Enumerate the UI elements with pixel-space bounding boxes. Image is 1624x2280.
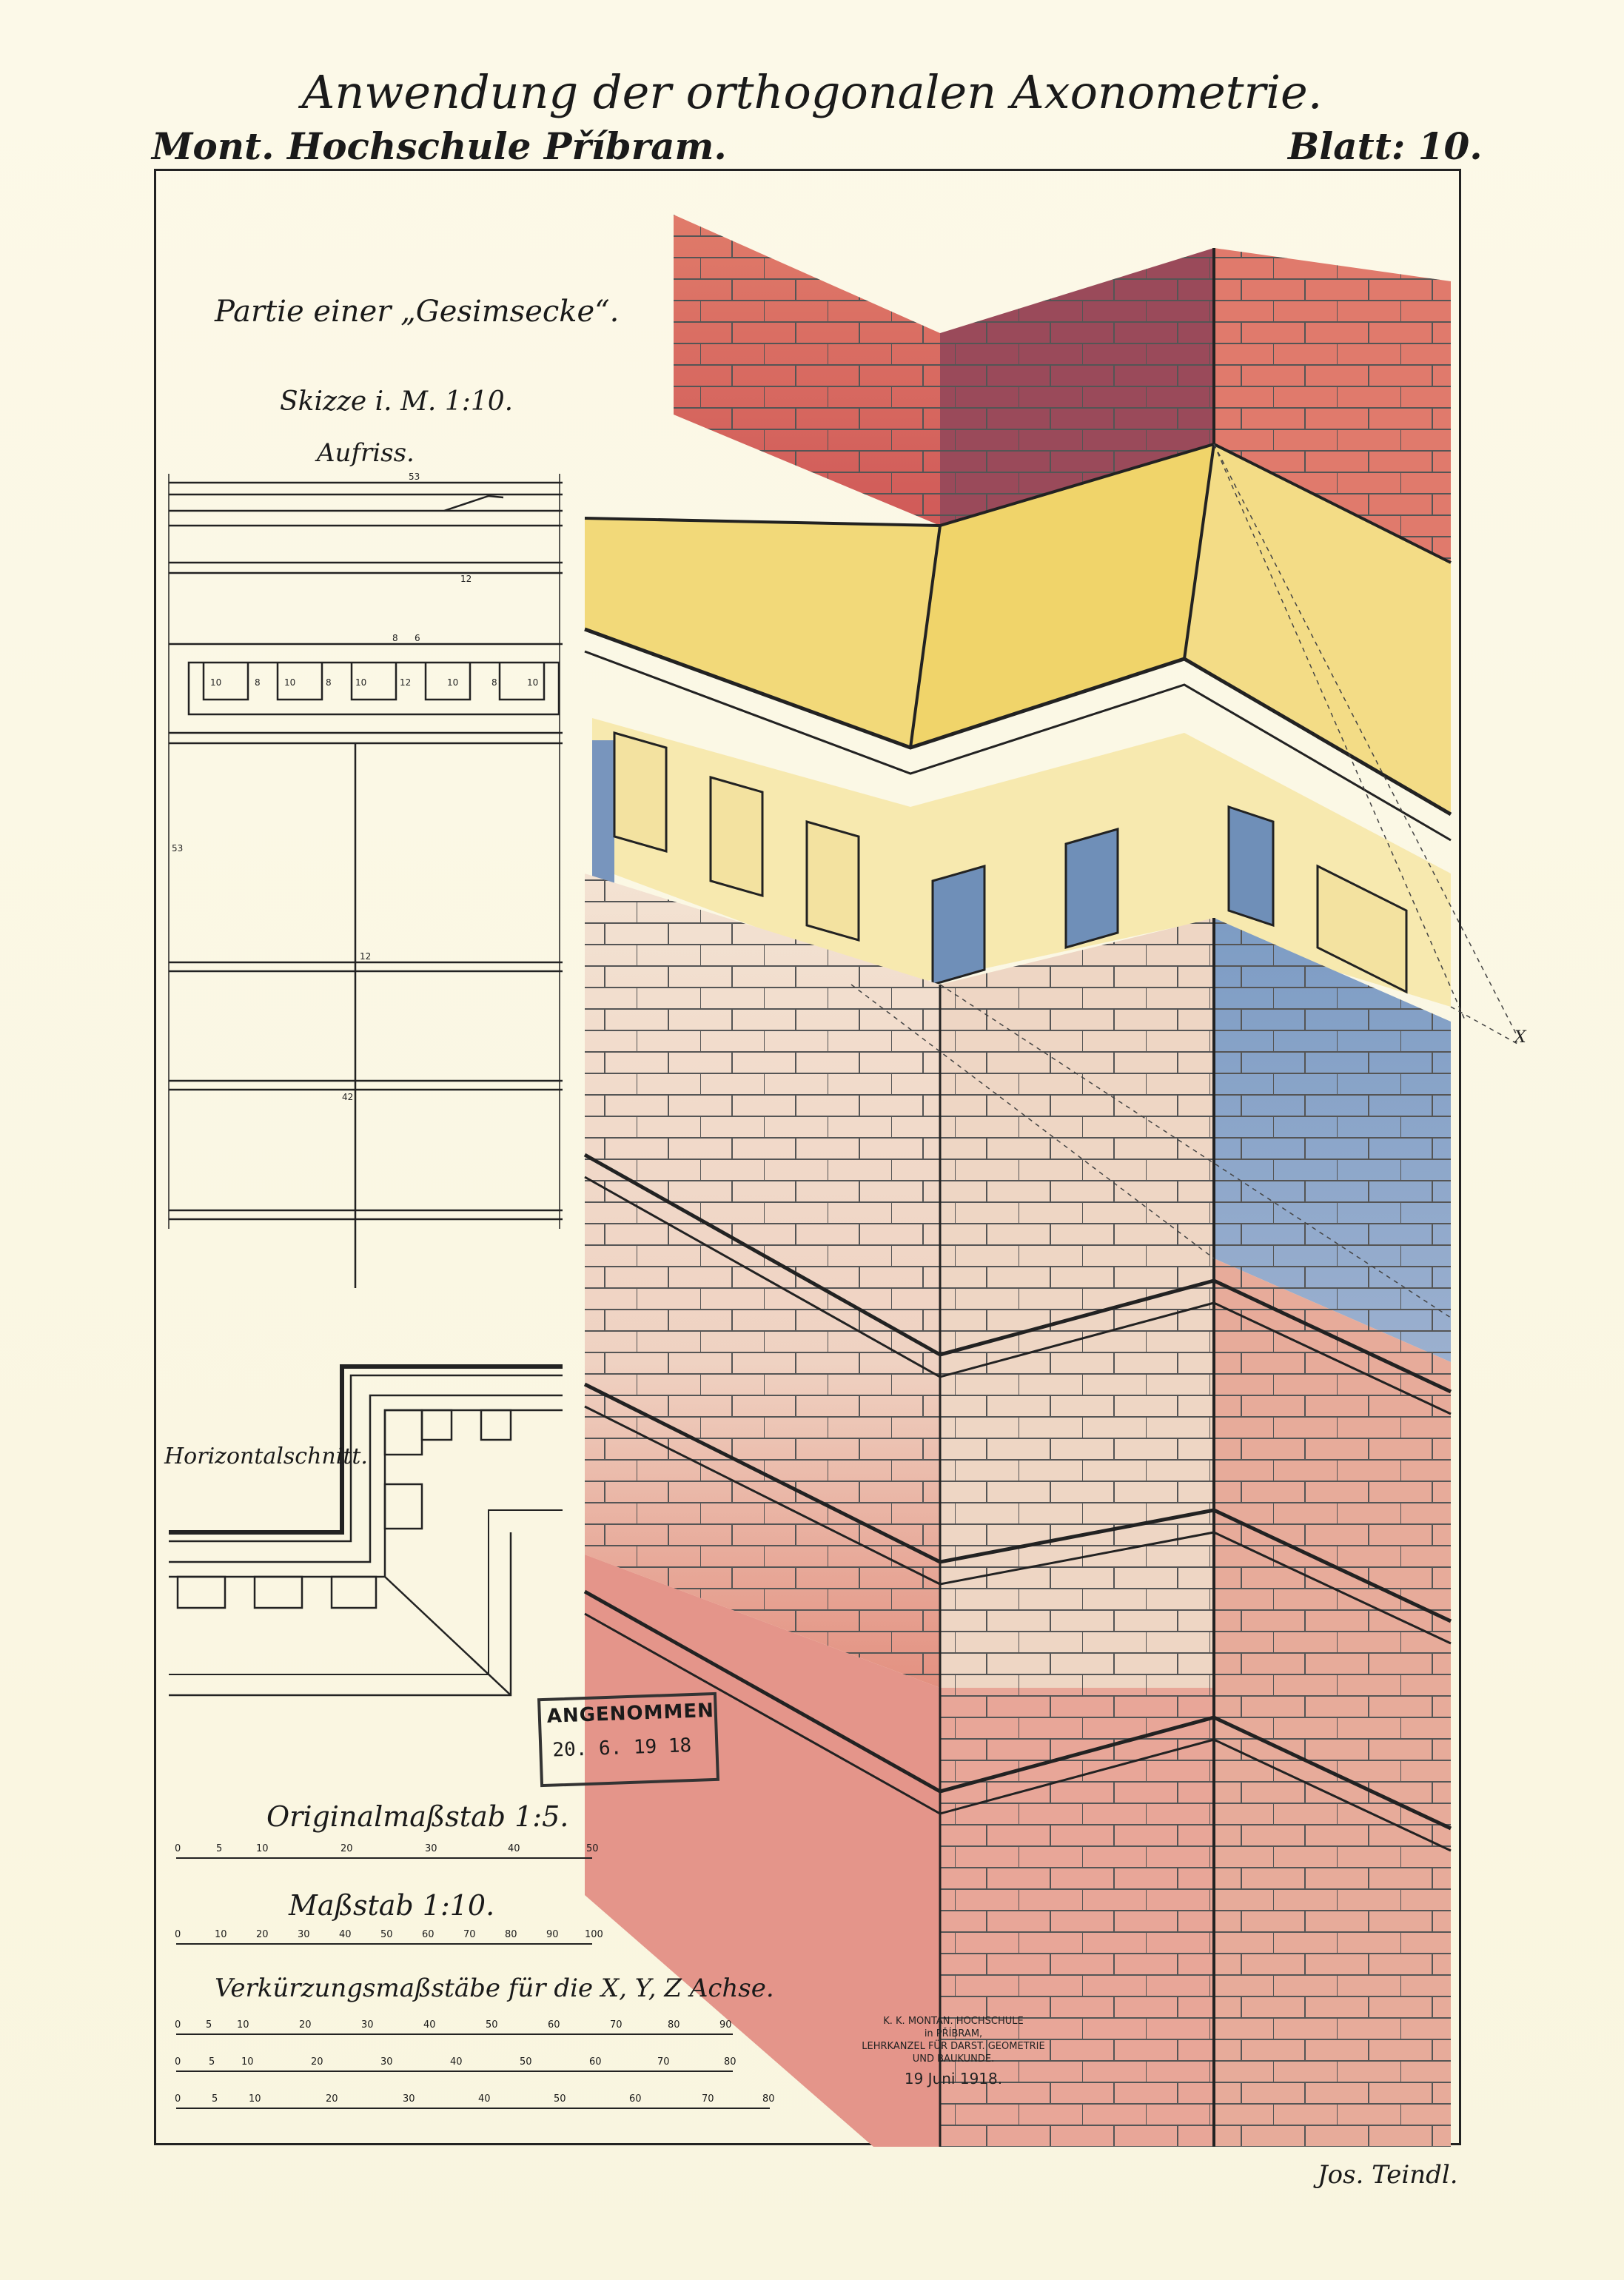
signature: Jos. Teindl. [1318,2160,1458,2190]
school-name: Mont. Hochschule Příbram. [152,124,727,168]
svg-text:6: 6 [415,633,420,643]
svg-text:10: 10 [447,677,459,688]
sketch-scale-note: Skizze i. M. 1:10. [280,386,514,417]
axis-label: X [1514,1028,1526,1047]
svg-text:10: 10 [527,677,539,688]
institution-line: UND BAUKUNDE. [912,2053,995,2065]
svg-text:8: 8 [392,633,398,643]
svg-text:42: 42 [342,1092,354,1102]
scale-label: Maßstab 1:10. [289,1889,495,1922]
sheet-title: Anwendung der orthogonalen Axonometrie. [301,65,1323,119]
elevation-label: Aufriss. [317,438,415,468]
sketch-caption: Partie einer „Gesimsecke“. [215,295,620,329]
foreshortening-label: Verkürzungsmaßstäbe für die X, Y, Z Achse. [215,1974,774,2003]
institution-line: K. K. MONTAN. HOCHSCHULE [883,2016,1024,2027]
svg-text:10: 10 [355,677,367,688]
accepted-stamp-text: ANGENOMMEN [546,1699,715,1728]
svg-text:12: 12 [460,574,472,584]
wall-faces [585,874,1451,2147]
svg-text:10: 10 [284,677,296,688]
svg-text:10: 10 [210,677,222,688]
svg-text:8: 8 [255,677,261,688]
sheet-number: Blatt: 10. [1288,124,1483,168]
horizontal-section [169,1367,563,1695]
accepted-stamp [537,1692,719,1787]
svg-text:53: 53 [172,843,184,854]
svg-text:12: 12 [360,951,372,962]
svg-text:53: 53 [409,472,420,482]
original-scale-label: Originalmaßstab 1:5. [266,1800,569,1833]
institution-line: in PŘÍBRAM, [924,2028,983,2039]
section-label: Horizontalschnitt. [164,1444,368,1469]
accepted-stamp-date: 20. 6. 19 18 [551,1734,692,1762]
svg-text:8: 8 [491,677,497,688]
svg-text:8: 8 [326,677,332,688]
institution-stamp [835,2015,1072,2088]
svg-text:12: 12 [400,677,412,688]
institution-date: 19 Juni 1918. [904,2070,1003,2088]
elevation-sketch [169,474,563,1288]
institution-line: LEHRKANZEL FÜR DARST. GEOMETRIE [862,2041,1045,2052]
